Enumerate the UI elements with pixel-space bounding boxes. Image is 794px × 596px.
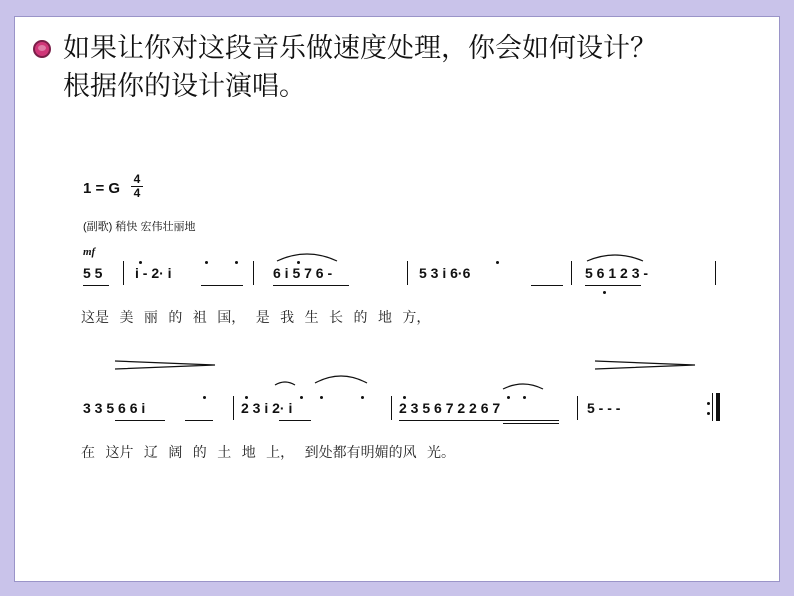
slur [277,254,337,261]
r1-lyrics: 这是 美 丽 的 祖 国， 是 我 生 长 的 地 方， [81,310,431,326]
key-signature: 1 = G [83,180,121,197]
music-score [15,17,781,583]
r2-m2-notes: 2 3 5 6 7 2 2 6 7 [399,400,501,416]
r1-m0-notes: 5 5 [83,265,103,281]
crescendo-hairpin [115,361,215,369]
fermata [275,382,295,385]
slur [503,384,543,389]
question-line-1: 如果让你对这段音乐做速度处理，你会如何设计？ [63,33,657,64]
r1-m4-notes: 5 6 1 2 3 - [585,265,649,281]
decrescendo-hairpin [595,361,695,369]
time-top: 4 [133,172,141,186]
r1-m3-notes: 5 3 i 6·6 [419,265,471,281]
time-bottom: 4 [131,186,143,200]
slide [14,16,780,582]
r2-m3-notes: 5 - - - [587,400,621,416]
question-line-2: 根据你的设计演唱。 [63,71,306,102]
slur [587,255,643,261]
dynamic-marking: mf [83,246,96,258]
tempo-marking: (副歌) 稍快 宏伟壮丽地 [83,221,196,233]
r2-m0-notes: 3 3 5 6 6 i [83,400,146,416]
score-marks [15,17,781,583]
r1-m2-notes: 6 i 5 7 6 - [273,265,333,281]
r2-m1-notes: 2 3 i 2· i [241,400,293,416]
r1-m1-notes: i - 2· i [135,265,172,281]
r2-lyrics: 在 这片 辽 阔 的 土 地 上， 到处都有明媚的风 光。 [81,445,456,461]
slur [315,376,367,383]
